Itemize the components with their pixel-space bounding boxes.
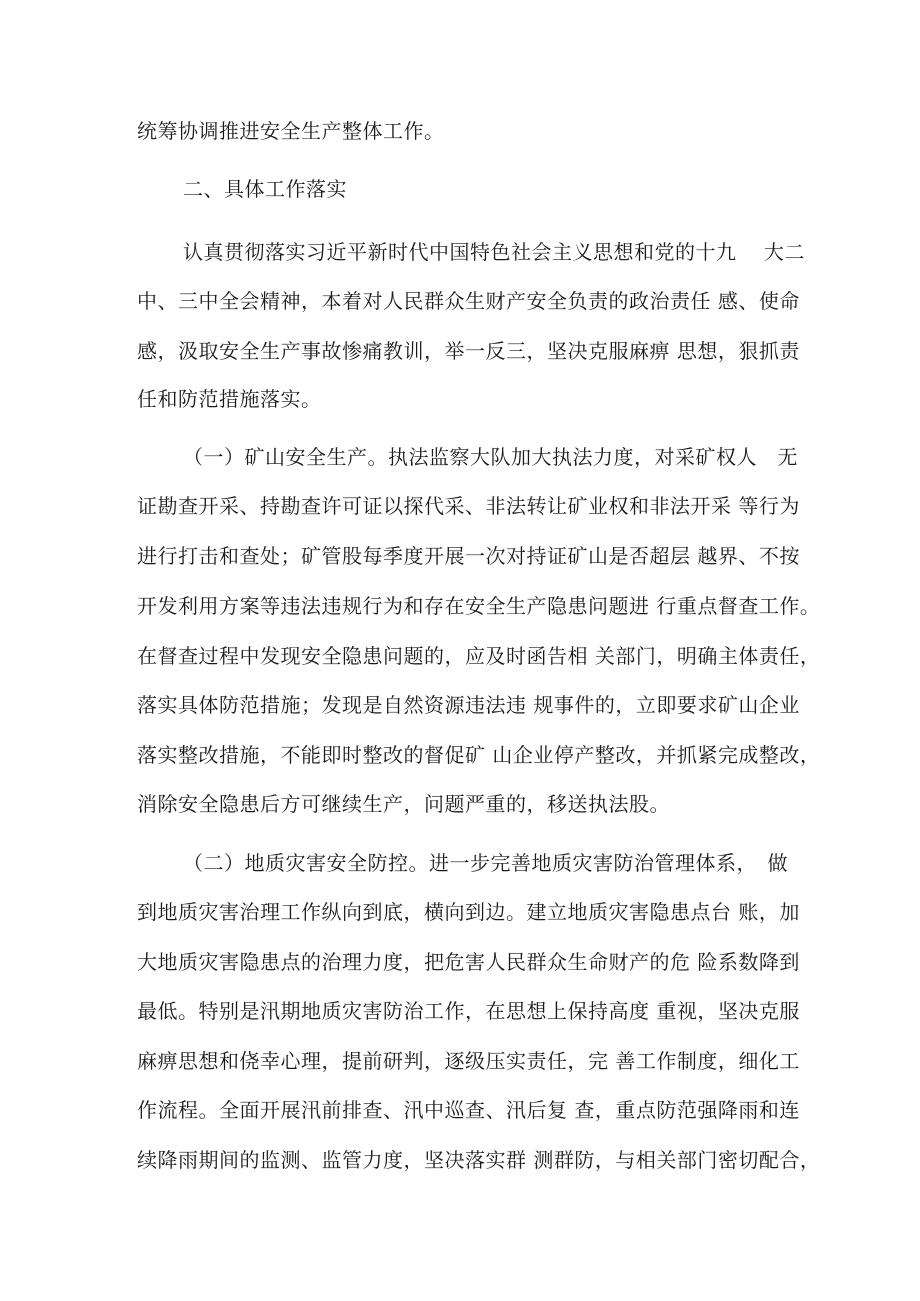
paragraph-line: 到地质灾害治理工作纵向到底，横向到边。建立地质灾害隐患点台 账，加 [137,900,800,924]
paragraph-line: 开发利用方案等违法违规行为和存在安全生产隐患问题进 行重点督查工作。 [137,594,821,618]
paragraph-line: 在督查过程中发现安全隐患问题的，应及时函告相 关部门，明确主体责任， [137,644,821,668]
paragraph-line: 证勘查开采、持勘查许可证以探代采、非法转让矿业权和非法开采 等行为 [137,494,800,518]
paragraph-line: 认真贯彻落实习近平新时代中国特色社会主义思想和党的十九 大二 [183,240,805,264]
paragraph-line: 续降雨期间的监测、监管力度，坚决落实群 测群防，与相关部门密切配合， [137,1148,821,1172]
paragraph-line: 作流程。全面开展汛前排查、汛中巡查、汛后复 查，重点防范强降雨和连 [137,1098,800,1122]
paragraph-line: 麻痹思想和侥幸心理，提前研判，逐级压实责任，完 善工作制度，细化工 [137,1049,800,1073]
paragraph-line: 统筹协调推进安全生产整体工作。 [137,119,445,143]
subsection-line: （二）地质灾害安全防控。进一步完善地质灾害防治管理体系， 做 [183,851,788,875]
paragraph-line: 感，汲取安全生产事故惨痛教训，举一反三，坚决克服麻痹 思想，狠抓责 [137,339,800,363]
paragraph-line: 大地质灾害隐患点的治理力度，把危害人民群众生命财产的危 险系数降到 [137,950,800,974]
paragraph-line: 消除安全隐患后方可继续生产，问题严重的，移送执法股。 [137,792,670,816]
paragraph-line: 任和防范措施落实。 [137,387,322,411]
paragraph-line: 中、三中全会精神，本着对人民群众生财产安全负责的政治责任 感、使命 [137,289,800,313]
paragraph-line: 落实具体防范措施；发现是自然资源违法违 规事件的，立即要求矿山企业 [137,693,800,717]
section-heading: 二、具体工作落实 [183,177,347,201]
subsection-line: （一）矿山安全生产。执法监察大队加大执法力度，对采矿权人 无 [183,445,798,469]
paragraph-line: 最低。特别是汛期地质灾害防治工作，在思想上保持高度 重视，坚决克服 [137,999,800,1023]
paragraph-line: 落实整改措施，不能即时整改的督促矿 山企业停产整改，并抓紧完成整改， [137,743,821,767]
paragraph-line: 进行打击和查处；矿管股每季度开展一次对持证矿山是否超层 越界、不按 [137,544,800,568]
